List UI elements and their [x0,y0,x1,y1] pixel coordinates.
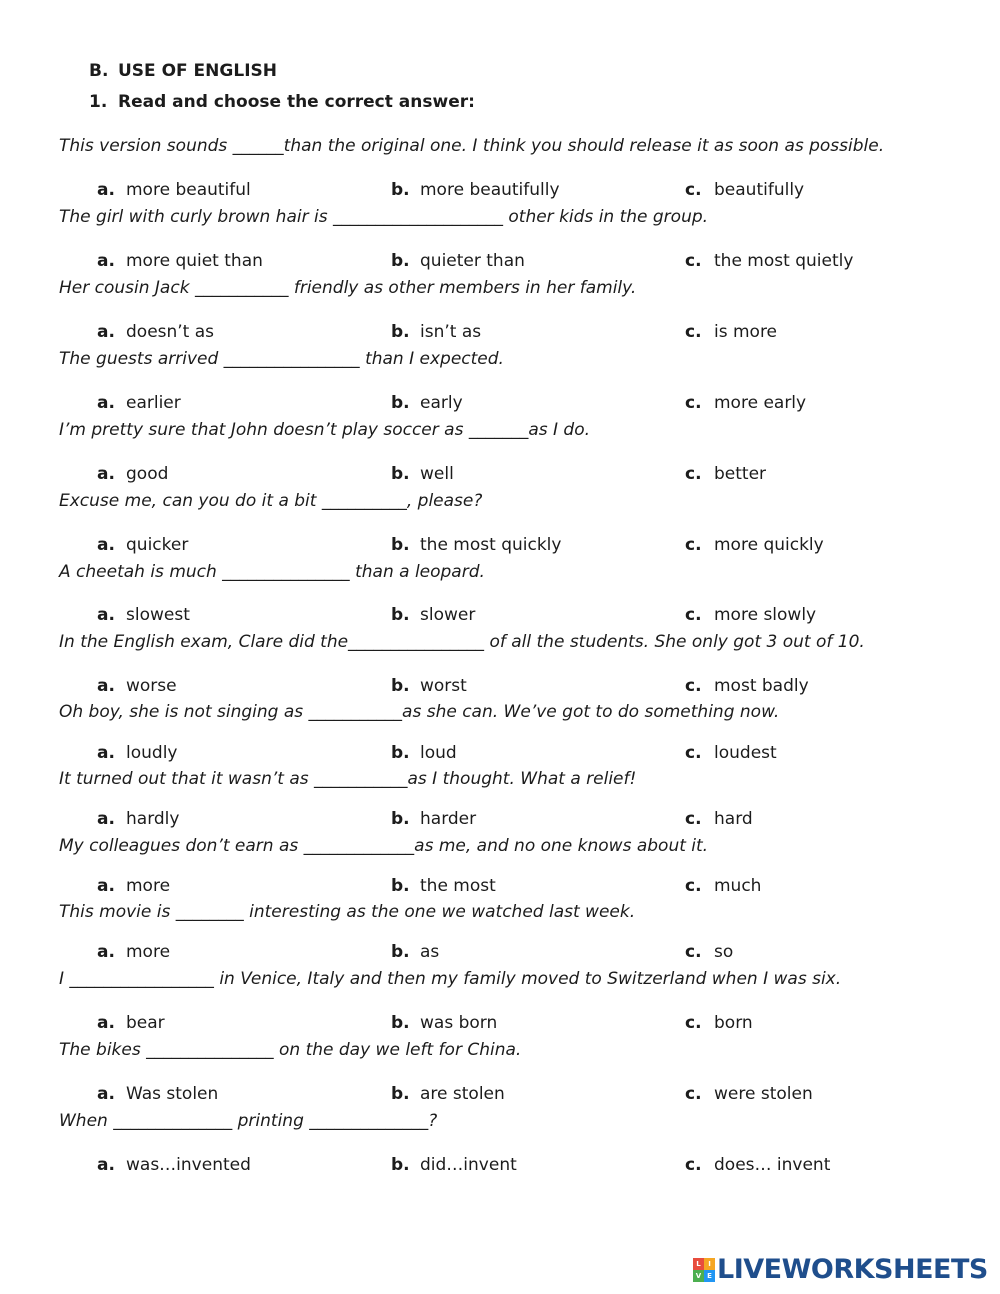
answer-option[interactable] [97,393,181,413]
answer-options [97,322,977,346]
option-letter: c. [685,535,702,555]
question-text: My colleagues don’t earn as _____________as me, and no one knows about it. [59,836,709,856]
answer-option[interactable] [97,676,177,696]
option-text: as [420,942,440,962]
answer-options [97,676,977,700]
question-text: The guests arrived ________________ than I expected. [59,349,504,369]
option-text: well [420,464,454,484]
option-letter: b. [391,464,410,484]
answer-options [97,535,977,559]
answer-option[interactable] [391,464,454,484]
answer-options [97,180,977,204]
task-title: Read and choose the correct answer: [118,92,475,112]
option-letter: a. [97,676,115,696]
answer-option[interactable] [97,251,263,271]
option-letter: b. [391,322,410,342]
answer-option[interactable] [685,809,753,829]
option-text: Was stolen [126,1084,219,1104]
option-letter: a. [97,1084,115,1104]
answer-option[interactable] [685,535,824,555]
option-letter: b. [391,393,410,413]
answer-option[interactable] [391,393,463,413]
option-letter: c. [685,743,702,763]
option-letter: a. [97,393,115,413]
option-text: hard [714,809,753,829]
answer-option[interactable] [391,676,467,696]
answer-option[interactable] [391,535,561,555]
option-letter: b. [391,180,410,200]
option-letter: c. [685,605,702,625]
logo-text: LIVEWORKSHEETS [717,1254,988,1285]
answer-option[interactable] [391,1013,497,1033]
answer-option[interactable] [685,393,806,413]
task-number: 1. [89,92,108,112]
answer-options [97,251,977,275]
answer-option[interactable] [391,605,475,625]
answer-option[interactable] [685,676,809,696]
logo-icon: L I V E [693,1258,715,1282]
option-text: doesn’t as [126,322,215,342]
option-text: more [126,942,171,962]
option-text: so [714,942,734,962]
answer-option[interactable] [97,180,251,200]
answer-options [97,1013,977,1037]
option-text: more beautifully [420,180,560,200]
option-text: more beautiful [126,180,251,200]
answer-options [97,1155,977,1179]
option-text: the most quietly [714,251,854,271]
answer-option[interactable] [97,464,168,484]
question-text: Oh boy, she is not singing as ___________as she can. We’ve got to do something now. [59,702,780,722]
answer-option[interactable] [685,1084,813,1104]
option-text: early [420,393,463,413]
option-text: was born [420,1013,498,1033]
option-text: did…invent [420,1155,517,1175]
option-letter: b. [391,251,410,271]
option-letter: c. [685,1013,702,1033]
option-text: more quickly [714,535,824,555]
option-letter: c. [685,251,702,271]
option-text: isn’t as [420,322,482,342]
option-letter: b. [391,1155,410,1175]
answer-option[interactable] [391,322,481,342]
option-text: harder [420,809,477,829]
answer-option[interactable] [391,942,439,962]
option-letter: a. [97,1155,115,1175]
question-text: When ______________ printing ______________? [59,1111,438,1131]
option-letter: c. [685,393,702,413]
answer-option[interactable] [97,322,214,342]
answer-option[interactable] [685,251,853,271]
option-letter: c. [685,180,702,200]
option-letter: b. [391,1013,410,1033]
answer-option[interactable] [391,809,476,829]
option-text: loudly [126,743,178,763]
option-letter: c. [685,876,702,896]
answer-option[interactable] [97,876,170,896]
option-text: more slowly [714,605,817,625]
option-text: was…invented [126,1155,251,1175]
answer-option[interactable] [97,605,190,625]
option-letter: c. [685,809,702,829]
option-text: worst [420,676,467,696]
answer-option[interactable] [97,743,177,763]
answer-option[interactable] [391,180,560,200]
option-letter: b. [391,1084,410,1104]
option-text: does… invent [714,1155,831,1175]
answer-options [97,942,977,966]
option-letter: b. [391,605,410,625]
answer-options [97,1084,977,1108]
option-text: hardly [126,809,180,829]
option-text: born [714,1013,753,1033]
answer-option[interactable] [685,876,761,896]
option-letter: c. [685,464,702,484]
option-text: the most quickly [420,535,562,555]
option-letter: c. [685,1155,702,1175]
option-letter: b. [391,743,410,763]
option-letter: a. [97,535,115,555]
option-letter: a. [97,180,115,200]
question-text: I _________________ in Venice, Italy and then my family moved to Switzerland when I was six. [59,969,842,989]
option-letter: b. [391,535,410,555]
answer-options [97,876,977,900]
task-heading [89,92,475,112]
answer-options [97,809,977,833]
option-letter: a. [97,876,115,896]
answer-options [97,464,977,488]
answer-option[interactable] [97,1155,251,1175]
option-letter: a. [97,942,115,962]
option-text: much [714,876,762,896]
option-text: bear [126,1013,165,1033]
question-text: This movie is ________ interesting as the one we watched last week. [59,902,636,922]
answer-option[interactable] [97,1084,218,1104]
question-text: Her cousin Jack ___________ friendly as other members in her family. [59,278,637,298]
answer-option[interactable] [391,1155,517,1175]
option-text: quieter than [420,251,525,271]
option-letter: c. [685,1084,702,1104]
answer-option[interactable] [685,942,733,962]
question-text: The bikes _______________ on the day we left for China. [59,1040,522,1060]
option-letter: a. [97,743,115,763]
answer-option[interactable] [391,743,457,763]
option-text: good [126,464,169,484]
option-text: better [714,464,767,484]
option-text: loudest [714,743,777,763]
option-letter: b. [391,809,410,829]
answer-options [97,393,977,417]
option-text: worse [126,676,177,696]
question-text: I’m pretty sure that John doesn’t play soccer as _______as I do. [59,420,591,440]
question-text: This version sounds ______than the original one. I think you should release it as soon as possible. [59,136,885,156]
answer-option[interactable] [391,251,525,271]
option-text: slower [420,605,476,625]
section-number: B. [89,61,109,81]
option-letter: a. [97,322,115,342]
section-heading [89,61,277,81]
answer-option[interactable] [685,322,777,342]
option-letter: b. [391,876,410,896]
option-text: more quiet than [126,251,263,271]
answer-option[interactable] [685,464,766,484]
option-text: slowest [126,605,190,625]
option-text: more [126,876,171,896]
liveworksheets-logo [693,1254,988,1285]
section-title: USE OF ENGLISH [118,61,277,81]
answer-option[interactable] [97,1013,165,1033]
answer-option[interactable] [97,942,170,962]
option-letter: b. [391,676,410,696]
option-letter: c. [685,676,702,696]
option-text: are stolen [420,1084,505,1104]
option-text: loud [420,743,457,763]
option-text: more early [714,393,807,413]
question-text: It turned out that it wasn’t as ___________as I thought. What a relief! [59,769,637,789]
question-text: In the English exam, Clare did the________________ of all the students. She only got 3 out of 10. [59,632,865,652]
answer-option[interactable] [97,809,179,829]
answer-options [97,743,977,767]
option-letter: a. [97,251,115,271]
option-letter: c. [685,322,702,342]
question-text: A cheetah is much _______________ than a leopard. [59,562,485,582]
option-text: the most [420,876,496,896]
answer-option[interactable] [391,1084,505,1104]
answer-option[interactable] [685,180,804,200]
answer-option[interactable] [685,1013,753,1033]
option-text: quicker [126,535,189,555]
option-text: earlier [126,393,181,413]
option-text: most badly [714,676,809,696]
answer-option[interactable] [685,1155,830,1175]
option-letter: a. [97,809,115,829]
answer-options [97,605,977,629]
option-text: beautifully [714,180,805,200]
option-letter: a. [97,1013,115,1033]
question-text: The girl with curly brown hair is ____________________ other kids in the group. [59,207,709,227]
option-letter: a. [97,605,115,625]
answer-option[interactable] [685,743,777,763]
option-letter: b. [391,942,410,962]
answer-option[interactable] [97,535,188,555]
answer-option[interactable] [391,876,496,896]
option-text: is more [714,322,778,342]
answer-option[interactable] [685,605,816,625]
option-letter: a. [97,464,115,484]
question-text: Excuse me, can you do it a bit __________, please? [59,491,483,511]
option-text: were stolen [714,1084,813,1104]
option-letter: c. [685,942,702,962]
